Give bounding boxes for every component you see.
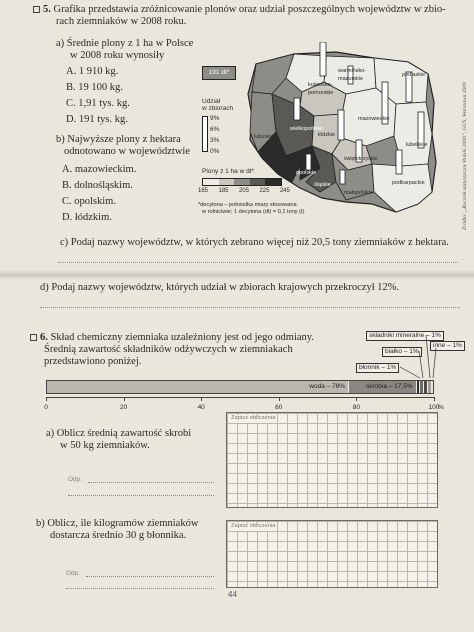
- bar-starch: [348, 381, 416, 393]
- q6b-line2: dostarcza średnio 30 g błonnika.: [50, 530, 187, 541]
- bar-water-label: woda – 78%: [309, 383, 346, 390]
- share-tick-0: 0%: [210, 148, 220, 155]
- q6b-answer-line-2[interactable]: [66, 588, 214, 589]
- label-protein: białko – 1%: [382, 347, 422, 357]
- x-axis-unit: %: [438, 404, 444, 411]
- q5b-option-d[interactable]: D. łódzkim.: [62, 212, 112, 223]
- label-podlaskie: podlaskie: [402, 72, 426, 78]
- bar-other: [427, 381, 431, 393]
- q6a-workspace[interactable]: [226, 412, 438, 508]
- label-fiber: błonnik – 1%: [356, 363, 399, 373]
- x-tick-mark: [124, 397, 125, 401]
- q6-number: 6.: [40, 332, 48, 343]
- yield-tick-245: 245: [279, 188, 290, 194]
- map-footnote-1: *decytona – jednostka miary stosowana: [198, 202, 297, 208]
- yield-tick-205: 205: [238, 188, 249, 194]
- q6a-answer-label: Odp.: [68, 476, 83, 483]
- x-tick-label: 40: [197, 404, 205, 411]
- yield-tick-225: 225: [259, 188, 270, 194]
- label-wielkopolskie: wielkopolskie: [290, 126, 323, 132]
- yield-legend-title: Plony z 1 ha w dt*: [202, 168, 255, 175]
- share-tick-6: 6%: [210, 126, 220, 133]
- bar-starch-label: skrobia – 17,5%: [366, 383, 413, 390]
- x-tick-mark: [434, 397, 435, 401]
- q6b-answer-line-1[interactable]: [86, 576, 214, 577]
- share-legend-title-2: w zbiorach: [202, 105, 234, 112]
- x-tick-mark: [279, 397, 280, 401]
- x-tick-label: 60: [275, 404, 283, 411]
- composition-bar: [46, 380, 434, 394]
- x-tick-label: 100: [428, 404, 440, 411]
- q6b-workspace-label: Zapisz obliczenia: [231, 523, 276, 529]
- q6b-answer-label: Odp.: [66, 570, 81, 577]
- q5b-option-c[interactable]: C. opolskim.: [62, 196, 116, 207]
- q5a-line2: w 2008 roku wynosiły: [70, 50, 165, 61]
- q6-text-line1: Skład chemiczny ziemniaka uzależniony jest od jego odmiany.: [50, 332, 314, 343]
- q6a-line2: w 50 kg ziemniaków.: [60, 440, 150, 451]
- q6b-line1: b) Oblicz, ile kilogramów ziemniaków: [36, 518, 199, 529]
- label-kujawsko-pomorskie: kujawsko-pomorskie: [308, 82, 334, 96]
- q6a-workspace-label: Zapisz obliczenia: [231, 415, 276, 421]
- q5d-text: d) Podaj nazwy województw, których udział w zbiorach krajowych przekroczył 12%.: [40, 282, 400, 293]
- label-opolskie: opolskie: [296, 170, 317, 176]
- q6-text-line3: przedstawiono poniżej.: [44, 356, 142, 367]
- q5a-option-c[interactable]: C. 1,91 tys. kg.: [66, 98, 130, 109]
- q6a-answer-line-1[interactable]: [88, 482, 214, 483]
- x-axis-line: [46, 397, 434, 398]
- x-tick-label: 80: [352, 404, 361, 411]
- q5a-line1: a) Średnie plony z 1 ha w Polsce: [56, 38, 194, 49]
- q6-text-line2: Średnią zawartość składników odżywczych w ziemniakach: [44, 344, 293, 355]
- bar-water: [47, 381, 348, 393]
- q6a-line1: a) Oblicz średnią zawartość skrobi: [46, 428, 192, 439]
- q5a-option-d[interactable]: D. 191 tys. kg.: [66, 114, 128, 125]
- q6b-workspace[interactable]: [226, 520, 438, 588]
- map-source: Źródło: „Rocznik statystyczny Polski 2009”, GUS, Warszawa 2009: [462, 82, 468, 230]
- label-malopolskie: małopolskie: [344, 190, 374, 196]
- label-lodzkie: łódzkie: [318, 132, 336, 138]
- label-podkarpackie: podkarpackie: [392, 180, 425, 186]
- x-tick-mark: [201, 397, 202, 401]
- q5c-text: c) Podaj nazwy województw, w których zebrano więcej niż 20,5 tony ziemniaków z hektara.: [60, 237, 449, 248]
- average-yield-badge: 191 dt*: [202, 66, 236, 80]
- x-tick-label: 0: [44, 404, 48, 411]
- label-slaskie: śląskie: [314, 182, 331, 188]
- x-tick-mark: [356, 397, 357, 401]
- label-minerals: składniki mineralne – 1%: [366, 331, 444, 341]
- q5-text-line2: rach ziemniaków w 2008 roku.: [56, 16, 187, 27]
- q5b-option-a[interactable]: A. mazowieckim.: [62, 164, 137, 175]
- q5-number: 5.: [43, 4, 51, 15]
- map-footnote-2: w rolnictwie; 1 decytona (dt) = 0,1 tony (t): [202, 209, 305, 215]
- label-lubelskie: lubelskie: [406, 142, 428, 148]
- label-other: inne – 1%: [430, 341, 465, 351]
- x-tick-mark: [46, 397, 47, 401]
- label-mazowieckie: mazowieckie: [358, 116, 390, 122]
- yield-tick-165: 165: [198, 188, 209, 194]
- x-tick-label: 20: [119, 404, 128, 411]
- share-tick-3: 3%: [210, 137, 220, 144]
- label-warminsko-mazurskie: warmińsko-mazurskie: [338, 68, 367, 82]
- share-tick-9: 9%: [210, 115, 220, 122]
- page-number: 44: [228, 590, 237, 599]
- q5-text-line1: Grafika przedstawia zróżnicowanie plonów oraz udział poszczególnych województw w zbio-: [53, 4, 446, 15]
- q5b-option-b[interactable]: B. dolnośląskim.: [62, 180, 133, 191]
- q5b-line1: b) Najwyższe plony z hektara: [56, 134, 181, 145]
- q6a-answer-line-2[interactable]: [68, 495, 214, 496]
- q5a-option-b[interactable]: B. 19 100 kg.: [66, 82, 123, 93]
- q5a-option-a[interactable]: A. 1 910 kg.: [66, 66, 119, 77]
- q5b-line2: odnotowano w województwie: [64, 146, 190, 157]
- share-legend-title-1: Udział: [202, 98, 221, 105]
- label-swietokrzyskie: świętokrzyskie: [344, 156, 378, 162]
- label-lubuskie: lubuskie: [254, 134, 275, 140]
- yield-tick-185: 185: [218, 188, 229, 194]
